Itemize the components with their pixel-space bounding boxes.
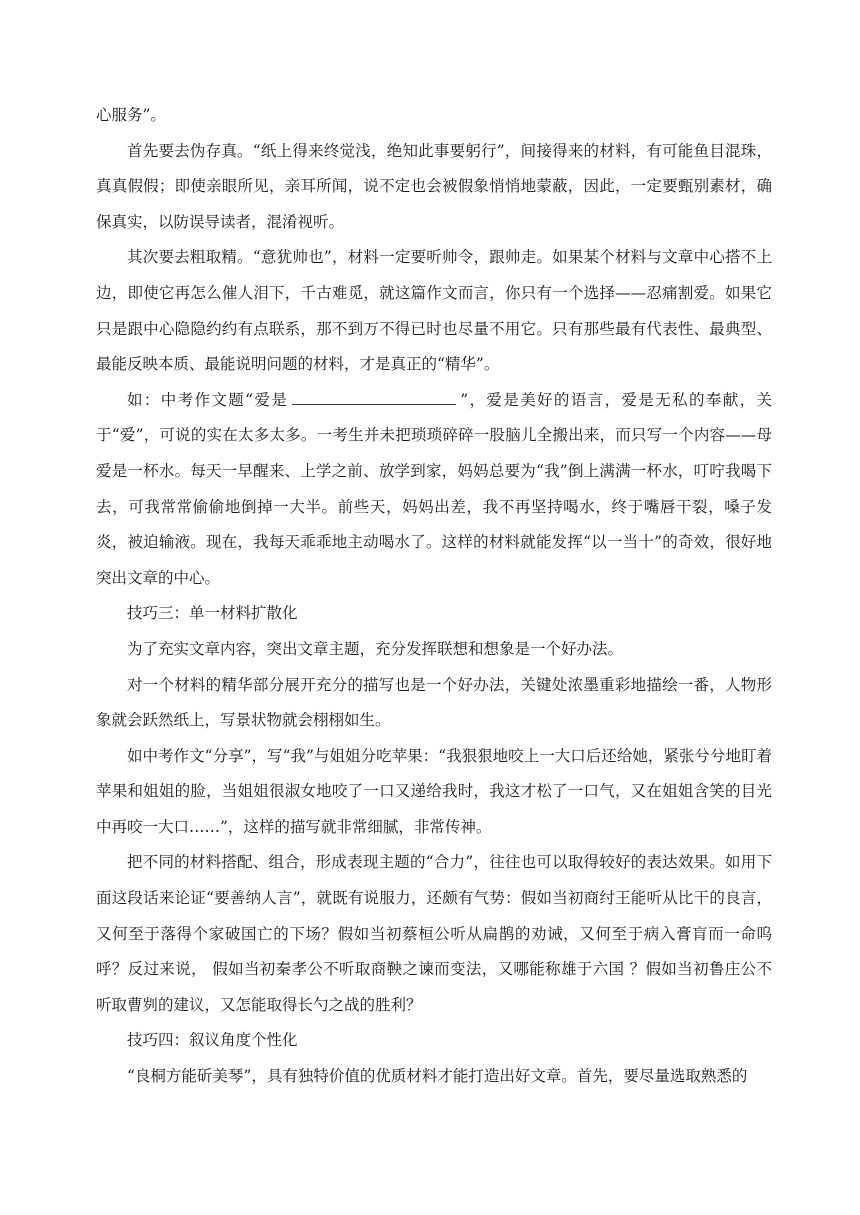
paragraph-authenticity: 首先要去伪存真。“纸上得来终觉浅，绝知此事要躬行”，间接得来的材料，有可能鱼目混珠，真真假假；即使亲眼所见，亲耳所闻，说不定也会被假象悄悄地蒙蔽，因此，一定要甄别素材，确保真实，以防误导读者，混淆视听。	[96, 141, 772, 231]
fill-in-blank	[292, 388, 456, 405]
paragraph-quality-material: “良桐方能斫美琴”，具有独特价值的优质材料才能打造出好文章。首先，要尽量选取熟悉的	[127, 1067, 748, 1086]
paragraph-imagination: 为了充实文章内容，突出文章主题，充分发挥联想和想象是一个好办法。	[127, 639, 624, 658]
heading-technique-four: 技巧四：叙议角度个性化	[127, 1031, 298, 1050]
document-page	[96, 98, 772, 1095]
example-love-lead: 如：中考作文题“爱是	[127, 390, 289, 409]
example-love-body: ”，爱是美好的语言，爱是无私的奉献，关于“爱”，可说的实在太多太多。一考生并未把琐琐碎碎一股脑儿全搬出来，而只写一个内容——母爱是一杯水。每天一早醒来、上学之前、放学到家，妈妈总要为“我”倒上满满一杯水，叮咛我喝下去，可我常常偷偷地倒掉一大半。前些天，妈妈出差，我不再坚持喝水，终于嘴唇干裂，嗓子发炎，被迫输液。现在，我每天乖乖地主动喝水了。这样的材料就能发挥“以一当十”的奇效，很好地突出文章的中心。	[96, 390, 772, 587]
paragraph-refinement: 其次要去粗取精。“意犹帅也”，材料一定要听帅令，跟帅走。如果某个材料与文章中心搭不上边，即使它再怎么催人泪下，千古难觅，就这篇作文而言，你只有一个选择——忍痛割爱。如果它只是跟中心隐隐约约有点联系，那不到万不得已时也尽量不用它。只有那些最有代表性、最典型、最能反映本质、最能说明问题的材料，才是真正的“精华”。	[96, 248, 772, 374]
paragraph-example-love	[96, 383, 772, 597]
heading-technique-three: 技巧三：单一材料扩散化	[127, 604, 298, 623]
paragraph-example-share: 如中考作文“分享”，写“我”与姐姐分吃苹果：“我狠狠地咬上一大口后还给她，紧张兮兮地盯着苹果和姐姐的脸，当姐姐很淑女地咬了一口又递给我时，我这才松了一口气，又在姐姐含笑的目光中再咬一大口……”，这样的描写就非常细腻，非常传神。	[96, 746, 772, 836]
paragraph-description: 对一个材料的精华部分展开充分的描写也是一个好办法，关键处浓墨重彩地描绘一番，人物形象就会跃然纸上，写景状物就会栩栩如生。	[96, 675, 772, 730]
paragraph-combination: 把不同的材料搭配、组合，形成表现主题的“合力”，往往也可以取得较好的表达效果。如用下面这段话来论证“要善纳人言”，就既有说服力，还颇有气势：假如当初商纣王能听从比干的良言，又何至于落得个家破国亡的下场？假如当初蔡桓公听从扁鹊的劝诫，又何至于病入膏肓而一命呜呼？反过来说， 假如当初秦孝公不听取商鞅之谏而变法，又哪能称雄于六国 ？假如当初鲁庄公不听取曹刿的建议，又怎能取得长勺之战的胜利？	[96, 853, 772, 1014]
paragraph-continuation: 心服务”。	[96, 106, 166, 124]
